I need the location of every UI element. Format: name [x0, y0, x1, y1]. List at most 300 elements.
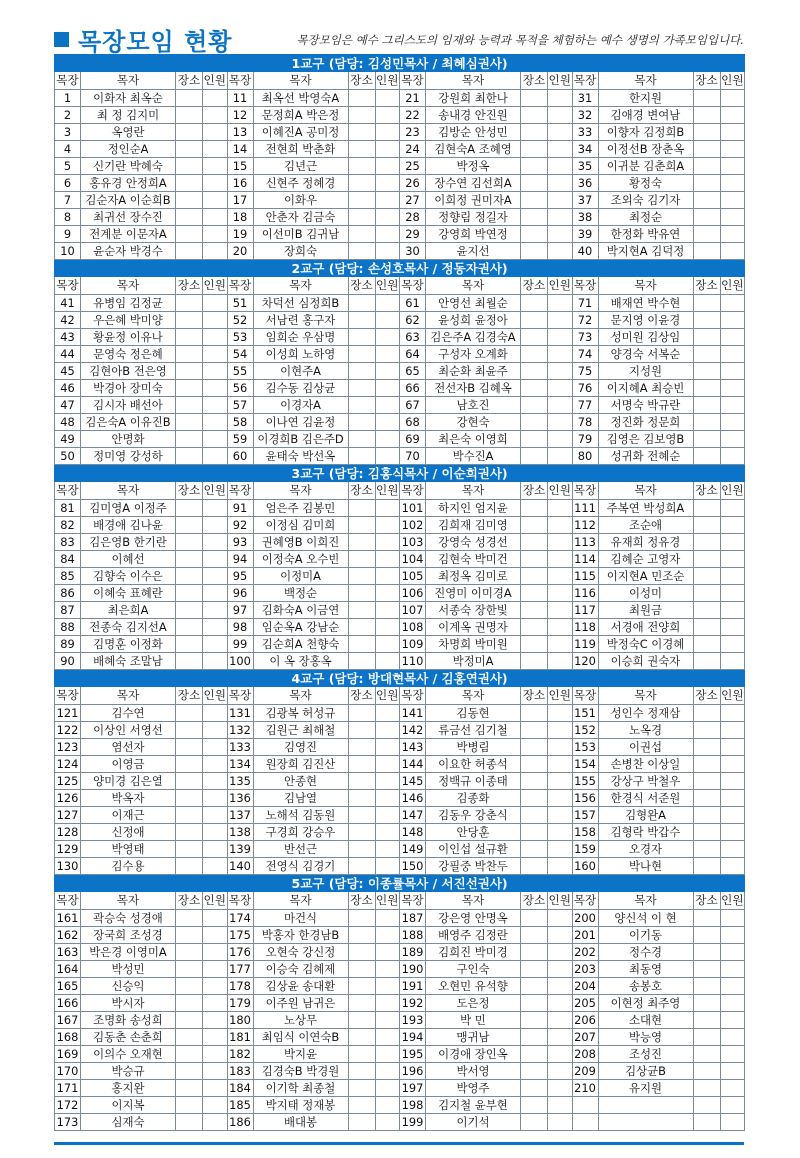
cell-leader-name: 윤태숙 박선옥: [253, 448, 348, 465]
cell-number: 166: [55, 995, 81, 1012]
cell-number: 18: [227, 209, 253, 226]
table-row: [55, 90, 745, 107]
cell-leader-name: 박지현A 김덕정: [598, 243, 693, 260]
cell-count: [548, 448, 573, 465]
cell-place: [693, 978, 720, 995]
cell-number: 75: [572, 363, 598, 380]
cell-place: [521, 1046, 548, 1063]
table-row: [55, 329, 745, 346]
cell-place: [521, 585, 548, 602]
cell-number: 21: [400, 90, 426, 107]
cell-count: [203, 1063, 228, 1080]
table-row: [55, 790, 745, 807]
cell-leader-name: 이정선B 장춘옥: [598, 141, 693, 158]
cell-number: 205: [572, 995, 598, 1012]
cell-place: [693, 551, 720, 568]
cell-place: [348, 158, 375, 175]
cell-place: [176, 602, 203, 619]
cell-leader-name: 한정화 박유연: [598, 226, 693, 243]
cell-number: 117: [572, 602, 598, 619]
cell-number: 209: [572, 1063, 598, 1080]
cell-place: [521, 927, 548, 944]
cell-leader-name: 이선미B 김귀남: [253, 226, 348, 243]
cell-count: [548, 397, 573, 414]
district-header: [55, 260, 745, 277]
cell-place: [176, 910, 203, 927]
column-header-leader: 목자: [598, 687, 693, 705]
page-title: 목장모임 현황: [78, 28, 233, 56]
cell-count: [375, 705, 400, 722]
cell-leader-name: 조순애: [598, 517, 693, 534]
column-header-place: 장소: [693, 892, 720, 910]
cell-place: [521, 397, 548, 414]
table-row: [55, 380, 745, 397]
cell-number: 74: [572, 346, 598, 363]
cell-number: 159: [572, 841, 598, 858]
cell-count: [720, 1012, 745, 1029]
table-row: [55, 995, 745, 1012]
cell-leader-name: 박홍자 한경남B: [253, 927, 348, 944]
cell-leader-name: 김은숙A 이유진B: [81, 414, 176, 431]
cell-number: 87: [55, 602, 81, 619]
cell-place: [348, 773, 375, 790]
cell-leader-name: 이혜숙 표혜란: [81, 585, 176, 602]
cell-leader-name: 정진화 정문희: [598, 414, 693, 431]
cell-number: 34: [572, 141, 598, 158]
cell-count: [203, 192, 228, 209]
cell-count: [548, 226, 573, 243]
cell-place: [176, 841, 203, 858]
cell-number: 48: [55, 414, 81, 431]
cell-count: [375, 1097, 400, 1114]
cell-place: [176, 1012, 203, 1029]
column-header-number: 목장: [227, 687, 253, 705]
table-row: [55, 824, 745, 841]
cell-count: [375, 1080, 400, 1097]
cell-count: [548, 739, 573, 756]
cell-count: [548, 175, 573, 192]
cell-number: 124: [55, 756, 81, 773]
cell-count: [720, 739, 745, 756]
cell-leader-name: 김현아B 전은영: [81, 363, 176, 380]
cell-number: 157: [572, 807, 598, 824]
cell-number: 64: [400, 346, 426, 363]
cell-count: [720, 534, 745, 551]
cell-leader-name: 김시자 배선아: [81, 397, 176, 414]
cell-number: 60: [227, 448, 253, 465]
cell-leader-name: 김희진 박미경: [426, 944, 521, 961]
cell-leader-name: 서종숙 장한빛: [426, 602, 521, 619]
cell-leader-name: 엄은주 김봉민: [253, 500, 348, 517]
column-header-leader: 목자: [426, 72, 521, 90]
cell-leader-name: 맹귀남: [426, 1029, 521, 1046]
cell-leader-name: 오현숙 강신정: [253, 944, 348, 961]
cell-number: 193: [400, 1012, 426, 1029]
cell-count: [203, 141, 228, 158]
cell-place: [176, 226, 203, 243]
cell-leader-name: 곽승숙 성경애: [81, 910, 176, 927]
cell-number: 186: [227, 1114, 253, 1131]
cell-number: 88: [55, 619, 81, 636]
cell-number: 6: [55, 175, 81, 192]
table-row: [55, 910, 745, 927]
cell-place: [176, 636, 203, 653]
cell-place: [176, 773, 203, 790]
cell-leader-name: 이정심 김미희: [253, 517, 348, 534]
column-header-number: 목장: [400, 72, 426, 90]
cell-count: [203, 312, 228, 329]
cell-place: [348, 910, 375, 927]
cell-place: [693, 158, 720, 175]
column-header-leader: 목자: [253, 482, 348, 500]
cell-number: 149: [400, 841, 426, 858]
column-header-count: 인원: [720, 72, 745, 90]
cell-leader-name: 강현숙: [426, 414, 521, 431]
cell-leader-name: 성인수 정재삼: [598, 705, 693, 722]
cell-count: [203, 602, 228, 619]
cell-place: [693, 1114, 720, 1131]
cell-count: [548, 636, 573, 653]
table-row: [55, 414, 745, 431]
cell-place: [521, 141, 548, 158]
cell-place: [176, 705, 203, 722]
cell-number: 116: [572, 585, 598, 602]
table-row: [55, 175, 745, 192]
cell-leader-name: 이요한 허종석: [426, 756, 521, 773]
cell-number: 156: [572, 790, 598, 807]
cell-leader-name: 구인숙: [426, 961, 521, 978]
cell-count: [720, 858, 745, 875]
table-row: [55, 773, 745, 790]
cell-place: [693, 961, 720, 978]
cell-count: [548, 380, 573, 397]
cell-leader-name: [598, 1114, 693, 1131]
cell-number: 110: [400, 653, 426, 670]
cell-leader-name: 최원금: [598, 602, 693, 619]
cell-leader-name: 황윤정 이유나: [81, 329, 176, 346]
cell-count: [548, 329, 573, 346]
cell-place: [521, 636, 548, 653]
cell-count: [375, 995, 400, 1012]
cell-count: [548, 124, 573, 141]
cell-place: [693, 722, 720, 739]
column-header-count: 인원: [375, 72, 400, 90]
table-row: [55, 807, 745, 824]
cell-leader-name: 김은주A 김경숙A: [426, 329, 521, 346]
column-header-count: 인원: [375, 687, 400, 705]
cell-count: [203, 807, 228, 824]
cell-count: [375, 295, 400, 312]
cell-leader-name: 정향림 정길자: [426, 209, 521, 226]
cell-leader-name: 권혜영B 이희진: [253, 534, 348, 551]
cell-count: [375, 124, 400, 141]
cell-count: [548, 756, 573, 773]
cell-leader-name: 전종숙 김지선A: [81, 619, 176, 636]
cell-leader-name: 강상구 박철우: [598, 773, 693, 790]
cell-place: [176, 295, 203, 312]
column-header-count: 인원: [375, 892, 400, 910]
cell-count: [720, 756, 745, 773]
cell-number: 89: [55, 636, 81, 653]
cell-place: [176, 756, 203, 773]
cell-count: [720, 295, 745, 312]
cell-place: [521, 1029, 548, 1046]
cell-number: 52: [227, 312, 253, 329]
cell-number: 187: [400, 910, 426, 927]
cell-place: [176, 141, 203, 158]
cell-count: [203, 243, 228, 260]
cell-count: [375, 756, 400, 773]
cell-count: [375, 739, 400, 756]
cell-leader-name: 박서영: [426, 1063, 521, 1080]
cell-leader-name: 최동영: [598, 961, 693, 978]
cell-number: 36: [572, 175, 598, 192]
cell-place: [521, 619, 548, 636]
cell-leader-name: 서명숙 박규란: [598, 397, 693, 414]
cell-count: [548, 346, 573, 363]
cell-place: [521, 209, 548, 226]
cell-count: [720, 995, 745, 1012]
cell-count: [375, 226, 400, 243]
column-header-count: 인원: [375, 277, 400, 295]
cell-place: [176, 1097, 203, 1114]
table-row: [55, 1114, 745, 1131]
column-header-leader: 목자: [81, 277, 176, 295]
cell-number: 14: [227, 141, 253, 158]
cell-leader-name: 이혜진A 공미정: [253, 124, 348, 141]
cell-number: 143: [400, 739, 426, 756]
cell-number: 56: [227, 380, 253, 397]
cell-number: 134: [227, 756, 253, 773]
cell-number: 202: [572, 944, 598, 961]
cell-count: [375, 517, 400, 534]
cell-leader-name: 박정옥: [426, 158, 521, 175]
table-row: [55, 705, 745, 722]
cell-number: 148: [400, 824, 426, 841]
cell-number: 1: [55, 90, 81, 107]
cell-place: [693, 192, 720, 209]
cell-leader-name: 주복연 박성희A: [598, 500, 693, 517]
cell-count: [720, 448, 745, 465]
cell-leader-name: 손병찬 이상일: [598, 756, 693, 773]
cell-count: [375, 619, 400, 636]
cell-number: 81: [55, 500, 81, 517]
cell-leader-name: 구성자 오계화: [426, 346, 521, 363]
table-row: [55, 722, 745, 739]
cell-number: 105: [400, 568, 426, 585]
cell-number: 194: [400, 1029, 426, 1046]
cell-place: [348, 192, 375, 209]
cell-place: [693, 858, 720, 875]
cell-number: 177: [227, 961, 253, 978]
cell-count: [548, 551, 573, 568]
cell-number: 66: [400, 380, 426, 397]
cell-count: [375, 363, 400, 380]
column-header-row: [55, 482, 745, 500]
cell-count: [375, 722, 400, 739]
cell-number: 210: [572, 1080, 598, 1097]
cell-place: [348, 141, 375, 158]
cell-place: [348, 1029, 375, 1046]
column-header-place: 장소: [348, 72, 375, 90]
cell-number: 19: [227, 226, 253, 243]
column-header-count: 인원: [720, 482, 745, 500]
column-header-place: 장소: [348, 482, 375, 500]
cell-number: 46: [55, 380, 81, 397]
cell-leader-name: 반선근: [253, 841, 348, 858]
cell-number: 197: [400, 1080, 426, 1097]
cell-number: 32: [572, 107, 598, 124]
cell-number: 78: [572, 414, 598, 431]
table-row: [55, 141, 745, 158]
cell-place: [521, 1080, 548, 1097]
cell-number: 17: [227, 192, 253, 209]
cell-leader-name: 신승익: [81, 978, 176, 995]
cell-number: 201: [572, 927, 598, 944]
cell-place: [521, 295, 548, 312]
cell-number: 76: [572, 380, 598, 397]
column-header-row: [55, 687, 745, 705]
cell-count: [548, 1012, 573, 1029]
column-header-number: 목장: [572, 687, 598, 705]
cell-place: [693, 397, 720, 414]
cell-count: [720, 551, 745, 568]
column-header-count: 인원: [548, 277, 573, 295]
cell-count: [375, 585, 400, 602]
cell-leader-name: 김동춘 손춘희: [81, 1029, 176, 1046]
cell-number: 73: [572, 329, 598, 346]
cell-number: 35: [572, 158, 598, 175]
cell-number: 57: [227, 397, 253, 414]
cell-number: 99: [227, 636, 253, 653]
cell-leader-name: 임순옥A 강남순: [253, 619, 348, 636]
cell-place: [693, 1012, 720, 1029]
table-row: [55, 209, 745, 226]
cell-count: [203, 910, 228, 927]
cell-count: [548, 141, 573, 158]
cell-count: [720, 243, 745, 260]
cell-number: 139: [227, 841, 253, 858]
cell-number: 47: [55, 397, 81, 414]
cell-leader-name: 박영태: [81, 841, 176, 858]
cell-number: 151: [572, 705, 598, 722]
cell-leader-name: 이경희B 김은주D: [253, 431, 348, 448]
cell-leader-name: 홍지완: [81, 1080, 176, 1097]
cell-number: 29: [400, 226, 426, 243]
cell-count: [720, 841, 745, 858]
cell-count: [203, 380, 228, 397]
cell-count: [720, 1046, 745, 1063]
cell-count: [720, 927, 745, 944]
table-row: [55, 551, 745, 568]
cell-place: [176, 739, 203, 756]
column-header-count: 인원: [203, 72, 228, 90]
cell-count: [203, 619, 228, 636]
cell-number: 206: [572, 1012, 598, 1029]
cell-place: [176, 1080, 203, 1097]
cell-number: 133: [227, 739, 253, 756]
cell-count: [375, 346, 400, 363]
cell-count: [203, 1097, 228, 1114]
cell-place: [693, 329, 720, 346]
cell-number: 152: [572, 722, 598, 739]
cell-place: [521, 329, 548, 346]
cell-number: 26: [400, 175, 426, 192]
cell-place: [693, 807, 720, 824]
cell-count: [203, 1080, 228, 1097]
cell-number: 188: [400, 927, 426, 944]
table-row: [55, 978, 745, 995]
cell-leader-name: 박지태 정재봉: [253, 1097, 348, 1114]
cell-number: 68: [400, 414, 426, 431]
cell-place: [176, 1046, 203, 1063]
cell-count: [203, 534, 228, 551]
district-header: [55, 670, 745, 687]
column-header-number: 목장: [227, 892, 253, 910]
cell-count: [548, 534, 573, 551]
cell-number: 203: [572, 961, 598, 978]
table-body: [55, 55, 745, 1131]
cell-number: 147: [400, 807, 426, 824]
cell-count: [203, 705, 228, 722]
cell-count: [720, 329, 745, 346]
table-row: [55, 397, 745, 414]
cell-place: [348, 927, 375, 944]
cell-number: 10: [55, 243, 81, 260]
cell-count: [720, 1063, 745, 1080]
cell-count: [203, 90, 228, 107]
cell-place: [521, 1097, 548, 1114]
cell-place: [693, 705, 720, 722]
cell-place: [348, 534, 375, 551]
cell-number: 126: [55, 790, 81, 807]
cell-number: 103: [400, 534, 426, 551]
cell-number: 181: [227, 1029, 253, 1046]
cell-count: [720, 192, 745, 209]
cell-number: 165: [55, 978, 81, 995]
table-row: [55, 944, 745, 961]
column-header-number: 목장: [227, 72, 253, 90]
cell-leader-name: 이향자 김정희B: [598, 124, 693, 141]
cell-count: [375, 414, 400, 431]
cell-count: [203, 363, 228, 380]
cell-leader-name: 배재연 박수현: [598, 295, 693, 312]
cell-count: [720, 722, 745, 739]
cell-place: [693, 910, 720, 927]
cell-leader-name: 문정희A 박은정: [253, 107, 348, 124]
cell-number: 179: [227, 995, 253, 1012]
cell-place: [348, 329, 375, 346]
cell-count: [203, 175, 228, 192]
cell-count: [548, 1114, 573, 1131]
cell-number: 154: [572, 756, 598, 773]
cell-place: [693, 1046, 720, 1063]
cell-leader-name: 김방순 안성민: [426, 124, 521, 141]
cell-place: [348, 636, 375, 653]
cell-number: 129: [55, 841, 81, 858]
cell-leader-name: 안종현: [253, 773, 348, 790]
cell-count: [203, 397, 228, 414]
cell-leader-name: 이권섭: [598, 739, 693, 756]
cell-place: [521, 841, 548, 858]
cell-leader-name: 안춘자 김금숙: [253, 209, 348, 226]
cell-leader-name: 이기석: [426, 1114, 521, 1131]
cell-number: 170: [55, 1063, 81, 1080]
cell-number: 51: [227, 295, 253, 312]
cell-count: [203, 158, 228, 175]
cell-number: 39: [572, 226, 598, 243]
cell-number: 4: [55, 141, 81, 158]
